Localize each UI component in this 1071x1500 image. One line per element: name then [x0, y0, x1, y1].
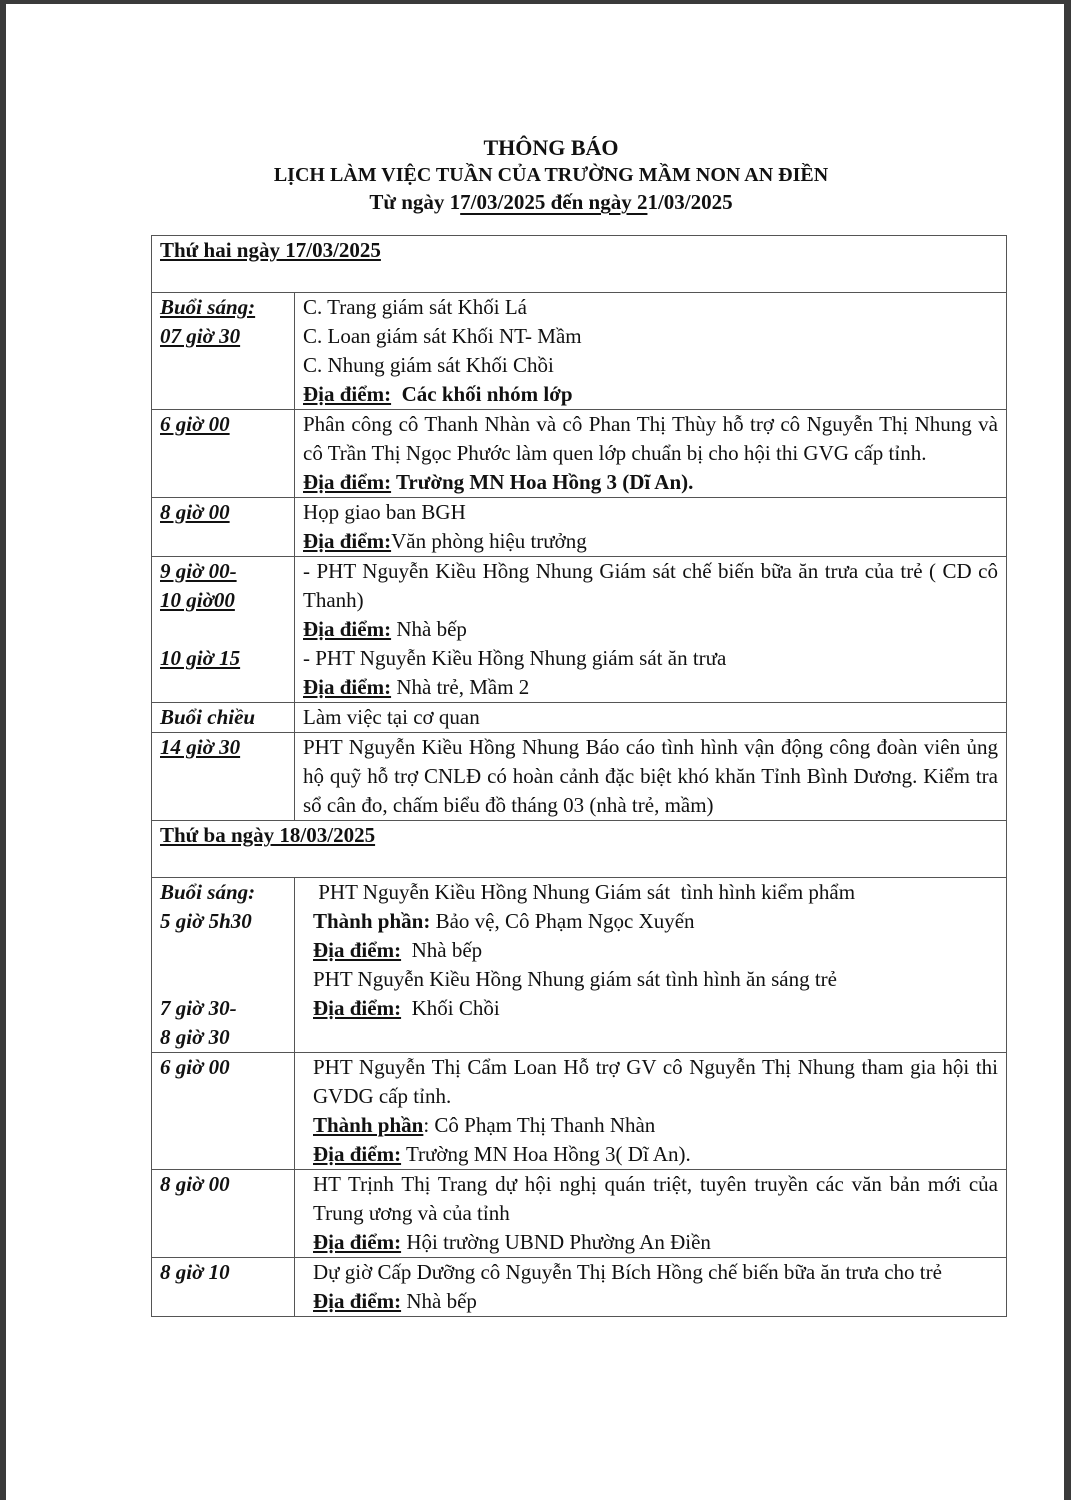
time-line [160, 322, 286, 351]
location-line [303, 527, 998, 556]
notice-date-range: Từ ngày 17/03/2025 đến ngày 21/03/2025 [369, 190, 733, 214]
notice-title: THÔNG BÁO [483, 135, 619, 160]
content-cell [295, 1170, 1007, 1258]
time-text: 5 giờ 5h30 [160, 909, 252, 933]
time-line [160, 733, 286, 762]
time-cell [152, 1258, 295, 1317]
document-header [6, 134, 1071, 216]
time-cell [152, 498, 295, 557]
schedule-table [151, 235, 1007, 1317]
content-line: PHT Nguyễn Kiều Hồng Nhung Giám sát tình hình kiểm phẩm [313, 880, 856, 904]
schedule-row [152, 1170, 1007, 1258]
time-text: 9 giờ 00- [160, 559, 237, 583]
line-value: Nhà bếp [391, 617, 467, 641]
content-cell [295, 410, 1007, 498]
time-line [160, 703, 286, 732]
time-cell [152, 878, 295, 1053]
location-line [313, 1287, 998, 1316]
time-text: Buổi chiều [160, 705, 256, 729]
time-line [160, 1258, 286, 1287]
time-line [160, 907, 286, 936]
time-cell [152, 1053, 295, 1170]
line-value: Văn phòng hiệu trưởng [391, 529, 587, 553]
time-text: 8 giờ 00 [160, 1172, 230, 1196]
location-line [303, 673, 998, 702]
time-text: 10 giờ 15 [160, 646, 241, 670]
location-line [313, 1140, 998, 1169]
line-value: Trường MN Hoa Hồng 3 (Dĩ An). [391, 470, 694, 494]
content-line: Phân công cô Thanh Nhàn và cô Phan Thị Thùy hỗ trợ cô Nguyễn Thị Nhung và cô Trần Thị Ngọc Phước làm quen lớp chuẩn bị cho hội thi GVG cấp tỉnh. [303, 412, 1004, 465]
time-text: 7 giờ 30- [160, 996, 237, 1020]
schedule-row [152, 733, 1007, 821]
time-text: 8 giờ 10 [160, 1260, 230, 1284]
content-line: C. Trang giám sát Khối Lá [303, 295, 527, 319]
content-line: PHT Nguyễn Kiều Hồng Nhung Báo cáo tình hình vận động công đoàn viên ủng hộ quỹ hỗ trợ CNLĐ có hoàn cảnh đặc biệt khó khăn Tỉnh Bình Dương. Kiểm tra sổ cân đo, chấm biểu đồ tháng 03 (nhà trẻ, mầm) [303, 735, 1004, 817]
location-line [313, 936, 998, 965]
content-cell [295, 498, 1007, 557]
day-header-cell [152, 236, 1007, 293]
time-text: 14 giờ 30 [160, 735, 241, 759]
time-text: Buổi sáng: [160, 880, 256, 904]
line-label: Địa điểm: [313, 1289, 402, 1313]
time-line [160, 498, 286, 527]
location-line [303, 615, 998, 644]
location-line [313, 1111, 998, 1140]
schedule-row [152, 410, 1007, 498]
time-text: 6 giờ 00 [160, 1055, 230, 1079]
line-label: Thành phần [313, 1113, 424, 1137]
line-label: Địa điểm: [313, 996, 402, 1020]
line-value: : Cô Phạm Thị Thanh Nhàn [423, 1113, 656, 1137]
location-line [313, 994, 998, 1023]
time-cell [152, 410, 295, 498]
content-line: PHT Nguyễn Thị Cẩm Loan Hỗ trợ GV cô Nguyễn Thị Nhung tham gia hội thi GVDG cấp tỉnh. [313, 1055, 1004, 1108]
line-label: Địa điểm: [303, 617, 392, 641]
schedule-row [152, 1258, 1007, 1317]
time-cell [152, 703, 295, 733]
time-line [160, 644, 286, 673]
time-line [160, 615, 286, 644]
line-value: Bảo vệ, Cô Phạm Ngọc Xuyến [430, 909, 695, 933]
content-line: PHT Nguyễn Kiều Hồng Nhung giám sát tình hình ăn sáng trẻ [313, 967, 837, 991]
location-line [313, 1228, 998, 1257]
time-text: Buổi sáng: [160, 295, 256, 319]
time-line [160, 878, 286, 907]
location-line [303, 380, 998, 409]
day-title: Thứ hai ngày 17/03/2025 [160, 238, 381, 262]
content-line: Dự giờ Cấp Dưỡng cô Nguyễn Thị Bích Hồng chế biến bữa ăn trưa cho trẻ [313, 1260, 942, 1284]
time-line [160, 557, 286, 586]
day-header-row [152, 821, 1007, 878]
time-cell [152, 1170, 295, 1258]
schedule-row [152, 703, 1007, 733]
time-line [160, 293, 286, 322]
time-line [160, 1023, 286, 1052]
time-line [160, 410, 286, 439]
time-line [160, 965, 286, 994]
time-text: 10 giờ00 [160, 588, 235, 612]
line-label: Địa điểm: [313, 1230, 402, 1254]
line-value: Khối Chồi [401, 996, 500, 1020]
content-line: - PHT Nguyễn Kiều Hồng Nhung Giám sát chế biến bữa ăn trưa của trẻ ( CD cô Thanh) [303, 559, 1003, 612]
time-cell [152, 557, 295, 703]
line-value: Trường MN Hoa Hồng 3( Dĩ An). [401, 1142, 691, 1166]
day-header-row [152, 236, 1007, 293]
line-value: Hội trường UBND Phường An Điền [401, 1230, 711, 1254]
schedule-row [152, 878, 1007, 1053]
content-cell [295, 1258, 1007, 1317]
day-title: Thứ ba ngày 18/03/2025 [160, 823, 376, 847]
time-cell [152, 733, 295, 821]
notice-subtitle: LỊCH LÀM VIỆC TUẦN CỦA TRƯỜNG MẦM NON AN ĐIỀN [273, 164, 829, 186]
time-line [160, 586, 286, 615]
content-cell [295, 1053, 1007, 1170]
time-line [160, 994, 286, 1023]
location-line [303, 468, 998, 497]
time-text: 8 giờ 00 [160, 500, 230, 524]
time-line [160, 1053, 286, 1082]
schedule-row [152, 1053, 1007, 1170]
line-label: Địa điểm: [313, 1142, 402, 1166]
line-label: Địa điểm: [313, 938, 402, 962]
content-cell [295, 557, 1007, 703]
content-line: HT Trịnh Thị Trang dự hội nghị quán triệt, tuyên truyền các văn bản mới của Trung ương và của tỉnh [313, 1172, 1003, 1225]
time-line [160, 936, 286, 965]
content-cell [295, 703, 1007, 733]
line-label: Thành phần: [313, 909, 431, 933]
content-cell [295, 878, 1007, 1053]
content-line: - PHT Nguyễn Kiều Hồng Nhung giám sát ăn trưa [303, 646, 727, 670]
day-header-cell [152, 821, 1007, 878]
schedule-row [152, 498, 1007, 557]
time-line [160, 1170, 286, 1199]
location-line [313, 907, 998, 936]
content-line: Họp giao ban BGH [303, 500, 466, 524]
content-line: C. Loan giám sát Khối NT- Mầm [303, 324, 582, 348]
time-text: 07 giờ 30 [160, 324, 241, 348]
content-line: Làm việc tại cơ quan [303, 705, 480, 729]
line-label: Địa điểm: [303, 529, 392, 553]
line-label: Địa điểm: [303, 470, 392, 494]
content-cell [295, 293, 1007, 410]
line-label: Địa điểm: [303, 675, 392, 699]
line-value: Nhà trẻ, Mầm 2 [391, 675, 530, 699]
line-value: Nhà bếp [401, 938, 483, 962]
schedule-row [152, 293, 1007, 410]
time-text: 6 giờ 00 [160, 412, 230, 436]
schedule-row [152, 557, 1007, 703]
content-cell [295, 733, 1007, 821]
time-cell [152, 293, 295, 410]
time-text: 8 giờ 30 [160, 1025, 230, 1049]
line-label: Địa điểm: [303, 382, 392, 406]
line-value: Nhà bếp [401, 1289, 477, 1313]
content-line: C. Nhung giám sát Khối Chồi [303, 353, 554, 377]
line-value: Các khối nhóm lớp [391, 382, 573, 406]
